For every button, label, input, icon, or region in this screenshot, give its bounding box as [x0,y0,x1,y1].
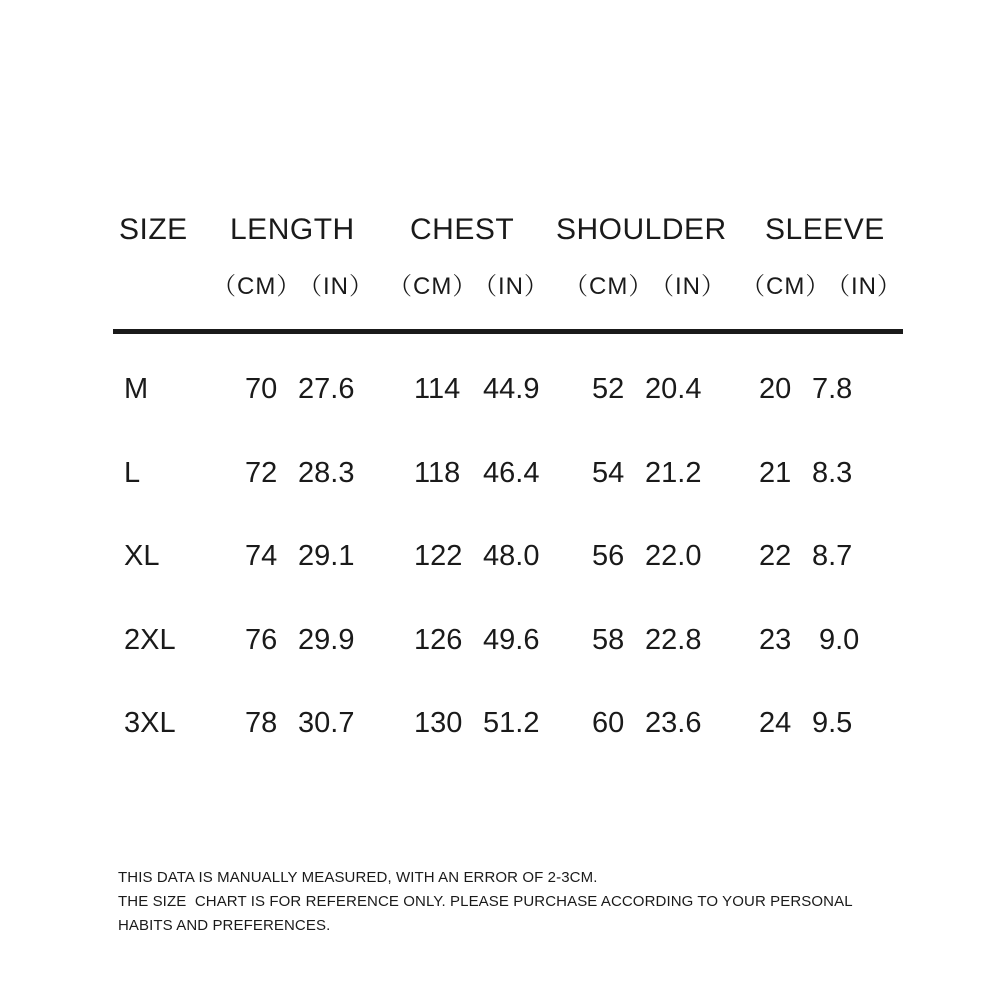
row-length-in: 28.3 [298,457,355,489]
row-sleeve-in: 8.7 [812,540,853,572]
row-size: L [124,457,141,489]
row-chest-cm: 130 [414,707,463,739]
row-sleeve-in: 8.3 [812,457,853,489]
row-shoulder-in: 21.2 [645,457,702,489]
row-chest-cm: 122 [414,540,463,572]
row-chest-in: 44.9 [483,373,540,405]
row-shoulder-cm: 58 [592,624,625,656]
row-length-cm: 70 [245,373,278,405]
row-sleeve-cm: 21 [759,457,792,489]
row-chest-cm: 126 [414,624,463,656]
row-shoulder-cm: 54 [592,457,625,489]
row-chest-cm: 118 [414,457,461,489]
row-shoulder-in: 22.0 [645,540,702,572]
row-sleeve-in: 9.0 [819,624,860,656]
row-sleeve-in: 9.5 [812,707,853,739]
row-shoulder-cm: 52 [592,373,625,405]
row-shoulder-cm: 60 [592,707,625,739]
row-length-cm: 78 [245,707,278,739]
footnote-line: THIS DATA IS MANUALLY MEASURED, WITH AN ERROR OF 2-3CM. [118,869,598,886]
row-chest-in: 48.0 [483,540,540,572]
row-chest-in: 51.2 [483,707,540,739]
header-sleeve: SLEEVE [765,213,885,246]
footnote-line: HABITS AND PREFERENCES. [118,917,331,934]
unit-shoulder-in: （IN） [650,273,726,300]
row-size: 2XL [124,624,176,656]
row-chest-cm: 114 [414,373,461,405]
header-chest: CHEST [410,213,515,246]
unit-length-in: （IN） [298,273,374,300]
row-length-cm: 72 [245,457,278,489]
row-length-in: 30.7 [298,707,355,739]
row-sleeve-cm: 20 [759,373,792,405]
header-divider [113,329,903,334]
row-shoulder-in: 22.8 [645,624,702,656]
row-size: XL [124,540,160,572]
header-shoulder: SHOULDER [556,213,727,246]
header-size: SIZE [119,213,188,246]
unit-sleeve-in: （IN） [826,273,902,300]
row-sleeve-cm: 22 [759,540,792,572]
row-sleeve-cm: 24 [759,707,792,739]
row-sleeve-cm: 23 [759,624,792,656]
unit-chest-in: （IN） [473,273,549,300]
footnote-line: THE SIZE CHART IS FOR REFERENCE ONLY. PLEASE PURCHASE ACCORDING TO YOUR PERSONAL [118,893,853,910]
row-sleeve-in: 7.8 [812,373,853,405]
unit-shoulder-cm: （CM） [564,273,654,300]
unit-length-cm: （CM） [212,273,302,300]
row-shoulder-cm: 56 [592,540,625,572]
row-shoulder-in: 23.6 [645,707,702,739]
footnote [118,866,853,938]
row-chest-in: 46.4 [483,457,540,489]
row-length-in: 29.9 [298,624,355,656]
row-size: 3XL [124,707,176,739]
row-size: M [124,373,149,405]
row-length-cm: 74 [245,540,278,572]
unit-chest-cm: （CM） [388,273,478,300]
row-length-cm: 76 [245,624,278,656]
header-length: LENGTH [230,213,355,246]
row-length-in: 27.6 [298,373,355,405]
row-shoulder-in: 20.4 [645,373,702,405]
row-length-in: 29.1 [298,540,355,572]
row-chest-in: 49.6 [483,624,540,656]
unit-sleeve-cm: （CM） [741,273,831,300]
